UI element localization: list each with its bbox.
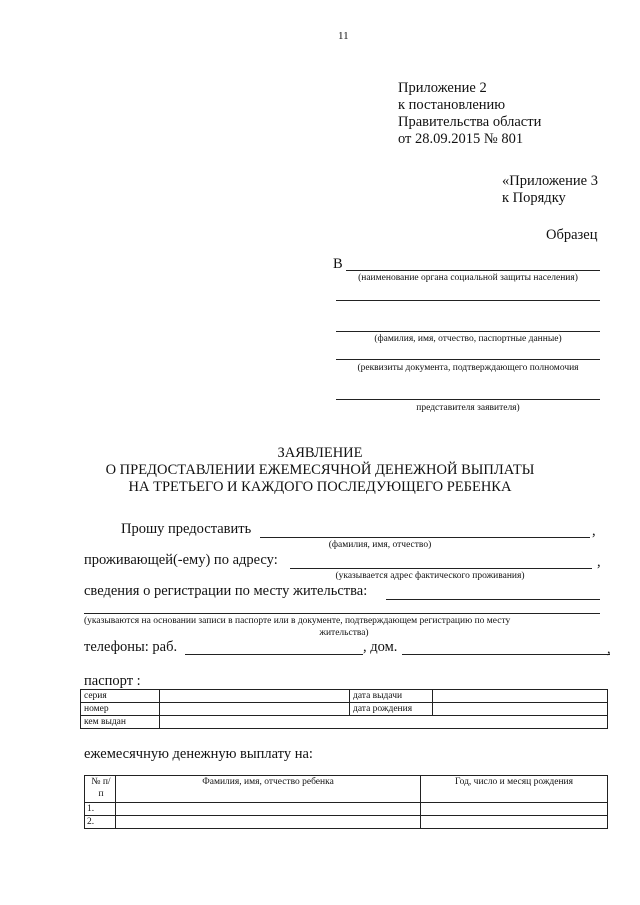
passport-number-value[interactable]: [160, 703, 350, 716]
addressee-line-5[interactable]: [336, 399, 600, 400]
passport-birth-date-label: дата рождения: [350, 703, 433, 716]
header-line-1: Приложение 2: [398, 80, 487, 96]
address-comma: ,: [597, 554, 601, 570]
passport-birth-date-value[interactable]: [433, 703, 608, 716]
passport-label: паспорт :: [84, 673, 141, 689]
children-col-name-header: Фамилия, имя, отчество ребенка: [116, 776, 421, 803]
title-line-2: О ПРЕДОСТАВЛЕНИИ ЕЖЕМЕСЯЧНОЙ ДЕНЕЖНОЙ ВЫПЛАТЫ: [105, 462, 535, 478]
passport-issue-date-label: дата выдачи: [350, 690, 433, 703]
appendix-line-1: «Приложение 3: [502, 173, 598, 189]
addressee-caption-1: (наименование органа социальной защиты населения): [358, 273, 578, 283]
phone-home-field[interactable]: [402, 654, 610, 655]
registration-caption-2: жительства): [319, 628, 369, 638]
children-col-number-header: [85, 776, 116, 803]
passport-table: [80, 689, 608, 729]
children-table-header: [85, 776, 608, 803]
children-col-birth-header: Год, число и месяц рождения: [421, 776, 608, 803]
passport-number-label: номер: [81, 703, 160, 716]
passport-row-number: [81, 703, 608, 716]
registration-field-1[interactable]: [386, 599, 600, 600]
request-caption: (фамилия, имя, отчество): [328, 540, 432, 550]
registration-caption-1: (указываются на основании записи в паспорте или в документе, подтверждающем регистрацию по месту: [84, 616, 511, 626]
passport-issue-date-value[interactable]: [433, 690, 608, 703]
passport-series-value[interactable]: [160, 690, 350, 703]
address-label: проживающей(-ему) по адресу:: [84, 552, 278, 568]
passport-issued-by-value[interactable]: [160, 716, 608, 729]
addressee-line-2[interactable]: [336, 300, 600, 301]
addressee-caption-2: (фамилия, имя, отчество, паспортные данные): [374, 334, 562, 344]
addressee-caption-4: представителя заявителя): [416, 403, 520, 413]
payment-label: ежемесячную денежную выплату на:: [84, 746, 313, 762]
addressee-line-3[interactable]: [336, 331, 600, 332]
table-row: [85, 816, 608, 829]
addressee-prefix: В: [333, 256, 343, 272]
header-line-4: от 28.09.2015 № 801: [398, 131, 524, 147]
passport-issued-by-label: кем выдан: [81, 716, 160, 729]
addressee-line-1[interactable]: [346, 270, 600, 271]
phones-home-label: , дом.: [363, 639, 398, 655]
title-line-3: НА ТРЕТЬЕГО И КАЖДОГО ПОСЛЕДУЮЩЕГО РЕБЕНКА: [128, 479, 512, 495]
registration-field-2[interactable]: [84, 613, 600, 614]
addressee-caption-3: (реквизиты документа, подтверждающего полномочия: [357, 363, 579, 373]
sample-label: Образец: [546, 227, 598, 243]
header-line-3: Правительства области: [398, 114, 542, 130]
children-col-number-text: № п/п: [91, 777, 111, 799]
request-label: Прошу предоставить: [121, 521, 252, 537]
children-row-birth-cell[interactable]: [421, 803, 608, 816]
children-row-number: 2.: [85, 816, 116, 829]
passport-series-label: серия: [81, 690, 160, 703]
registration-label: сведения о регистрации по месту жительства:: [84, 583, 368, 599]
request-name-field[interactable]: [260, 537, 590, 538]
children-row-name-cell[interactable]: [116, 816, 421, 829]
passport-row-issued-by: [81, 716, 608, 729]
title-line-1: ЗАЯВЛЕНИЕ: [277, 445, 363, 461]
address-field[interactable]: [290, 568, 592, 569]
page-number: 11: [338, 30, 349, 42]
children-row-number: 1.: [85, 803, 116, 816]
children-row-birth-cell[interactable]: [421, 816, 608, 829]
phones-comma: ,: [607, 641, 611, 657]
children-table: [84, 775, 608, 829]
request-comma: ,: [592, 523, 596, 539]
table-row: [85, 803, 608, 816]
phone-work-field[interactable]: [185, 654, 363, 655]
appendix-line-2: к Порядку: [502, 190, 566, 206]
passport-row-series: [81, 690, 608, 703]
header-line-2: к постановлению: [398, 97, 506, 113]
children-row-name-cell[interactable]: [116, 803, 421, 816]
phones-work-label: телефоны: раб.: [84, 639, 178, 655]
address-caption: (указывается адрес фактического проживания): [335, 571, 525, 581]
addressee-line-4[interactable]: [336, 359, 600, 360]
